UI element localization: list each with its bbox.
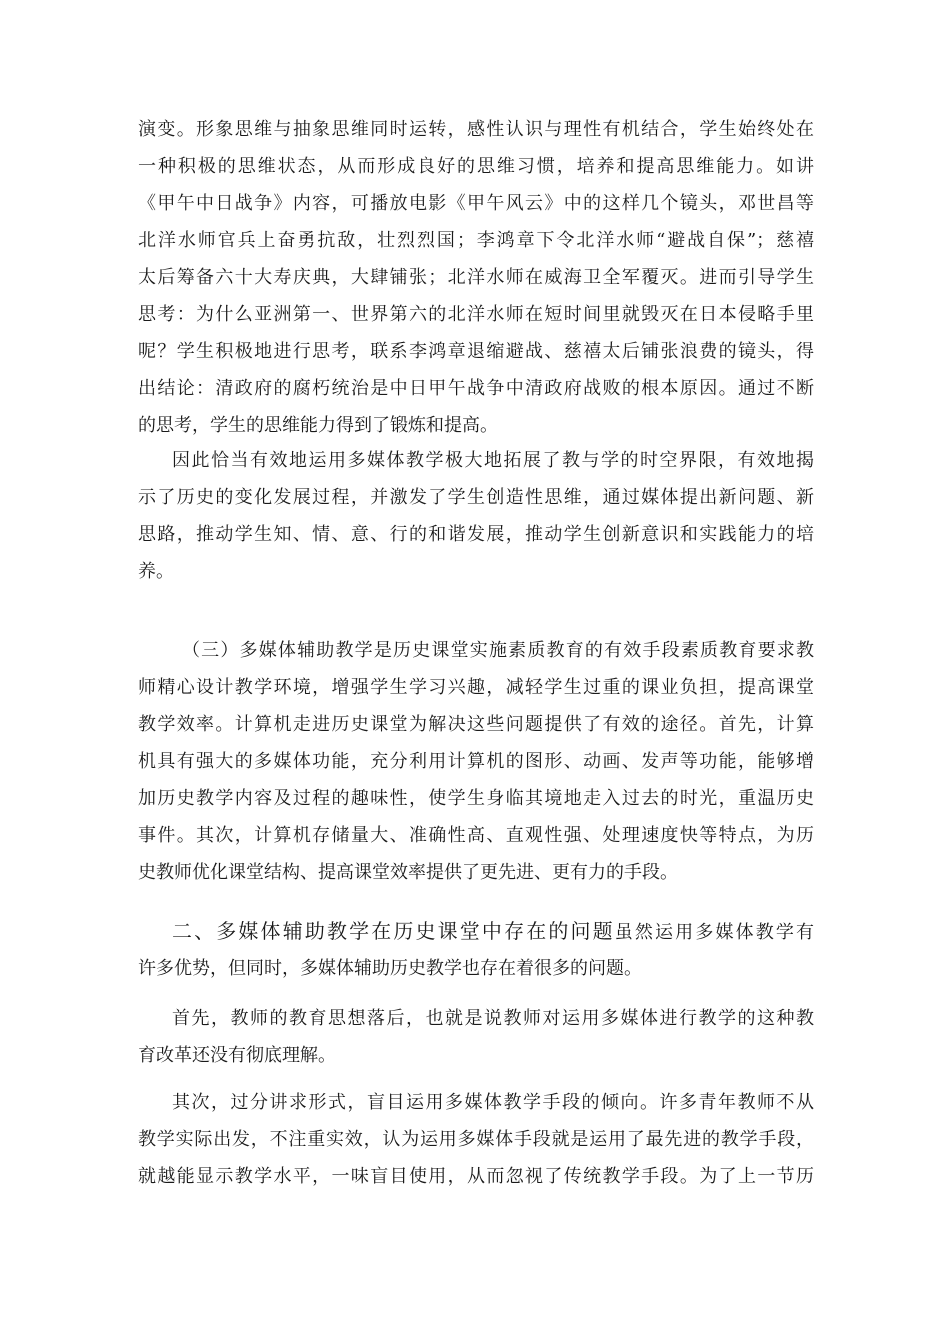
text-line: 的思考，学生的思维能力得到了锻炼和提高。 (138, 415, 498, 436)
text-line: 史教师优化课堂结构、提高课堂效率提供了更先进、更有力的手段。 (138, 862, 678, 883)
text-line: 加历史教学内容及过程的趣味性，使学生身临其境地走入过去的时光，重温历史 (138, 788, 814, 809)
text-line: 首先，教师的教育思想落后，也就是说教师对运用多媒体进行教学的这种教 (172, 1008, 814, 1029)
section-heading: 二、多媒体辅助教学在历史课堂中存在的问题 (172, 919, 615, 943)
text-line: 《甲午中日战争》内容，可播放电影《甲午风云》中的这样几个镜头，邓世昌等 (138, 193, 814, 214)
text-line: 呢？学生积极地进行思考，联系李鸿章退缩避战、慈禧太后铺张浪费的镜头，得 (138, 341, 814, 362)
text-line: 演变。形象思维与抽象思维同时运转，感性认识与理性有机结合，学生始终处在 (138, 119, 814, 140)
paragraph-section-three (138, 632, 814, 891)
text-line: 事件。其次，计算机存储量大、准确性高、直观性强、处理速度快等特点，为历 (138, 825, 814, 846)
text-line: 机具有强大的多媒体功能，充分利用计算机的图形、动画、发声等功能，能够增 (138, 751, 814, 772)
text-line: 其次，过分讲求形式，盲目运用多媒体教学手段的倾向。许多青年教师不从 (172, 1092, 814, 1113)
paragraph-conclusion (138, 442, 814, 590)
text-line: 出结论：清政府的腐朽统治是中日甲午战争中清政府战败的根本原因。通过不断 (138, 378, 814, 399)
text-line: 因此恰当有效地运用多媒体教学极大地拓展了教与学的时空界限，有效地揭 (172, 450, 814, 471)
text-line: 许多优势，但同时，多媒体辅助历史教学也存在着很多的问题。 (138, 958, 642, 979)
text-line: 教学实际出发，不注重实效，认为运用多媒体手段就是运用了最先进的教学手段， (138, 1129, 814, 1150)
text-line: 养。 (138, 561, 174, 582)
text-line: 就越能显示教学水平，一味盲目使用，从而忽视了传统教学手段。为了上一节历 (138, 1166, 814, 1187)
paragraph-first-problem (138, 1000, 814, 1074)
text-line (138, 913, 814, 950)
text-line: （三）多媒体辅助教学是历史课堂实施素质教育的有效手段素质教育要求教 (182, 640, 814, 661)
paragraph-second-problem (138, 1084, 814, 1195)
text-line: 教学效率。计算机走进历史课堂为解决这些问题提供了有效的途径。首先，计算 (138, 714, 814, 735)
text-line: 一种积极的思维状态，从而形成良好的思维习惯，培养和提高思维能力。如讲 (138, 156, 814, 177)
text-line: 思路，推动学生知、情、意、行的和谐发展，推动学生创新意识和实践能力的培 (138, 524, 814, 545)
paragraph-section-two-heading (138, 913, 814, 987)
text-line: 师精心设计教学环境，增强学生学习兴趣，减轻学生过重的课业负担，提高课堂 (138, 677, 814, 698)
text-line: 太后筹备六十大寿庆典，大肆铺张；北洋水师在威海卫全军覆灭。进而引导学生 (138, 267, 814, 288)
text-line: 思考：为什么亚洲第一、世界第六的北洋水师在短时间里就毁灭在日本侵略手里 (138, 304, 814, 325)
text-line: 示了历史的变化发展过程，并激发了学生创造性思维，通过媒体提出新问题、新 (138, 487, 814, 508)
text-line: 北洋水师官兵上奋勇抗敌，壮烈烈国；李鸿章下令北洋水师“避战自保”；慈禧 (138, 230, 814, 251)
heading-continuation: 虽然运用多媒体教学有 (614, 922, 815, 943)
text-line: 育改革还没有彻底理解。 (138, 1045, 336, 1066)
paragraph-multimedia-thinking (138, 111, 814, 444)
